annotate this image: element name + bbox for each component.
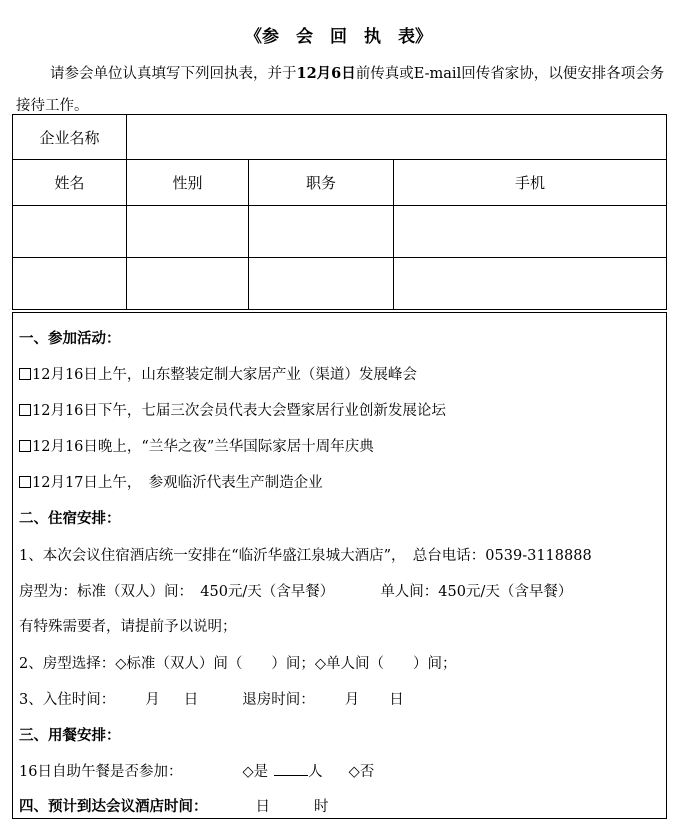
- option-no: 否: [359, 764, 375, 780]
- diamond-option-icon[interactable]: ◇: [348, 764, 360, 780]
- gender-cell[interactable]: [127, 206, 249, 258]
- header-name: 姓名: [13, 160, 127, 206]
- activity-item: 12月16日下午，七届三次会员代表大会暨家居行业创新发展论坛: [19, 399, 446, 420]
- lunch-line: 16日自助午餐是否参加： ◇是 人 ◇否: [19, 764, 375, 780]
- registration-table: [12, 114, 667, 310]
- header-position: 职务: [249, 160, 394, 206]
- room-choice-line: 2、房型选择：◇标准（双人）间（ ）间；◇单人间（ ）间；: [19, 656, 457, 672]
- option-yes: 是: [253, 764, 269, 780]
- mobile-cell[interactable]: [394, 206, 667, 258]
- activities-heading: 一、参加活动：: [19, 331, 121, 347]
- special-note: 有特殊需要者，请提前予以说明；: [19, 619, 237, 635]
- diamond-option-icon[interactable]: ◇: [115, 656, 127, 672]
- checkout-label: 退房时间：: [242, 692, 315, 708]
- intro-deadline: 12月6日: [296, 65, 356, 82]
- option-single: 单人间（ ）间；: [326, 656, 457, 672]
- header-gender: 性别: [127, 160, 249, 206]
- checkbox-icon[interactable]: [19, 368, 31, 380]
- lunch-question: 16日自助午餐是否参加：: [19, 764, 183, 780]
- intro-paragraph: [16, 58, 666, 122]
- checkbox-icon[interactable]: [19, 440, 31, 452]
- name-cell[interactable]: [13, 258, 127, 310]
- name-cell[interactable]: [13, 206, 127, 258]
- attendee-row: [13, 258, 667, 310]
- people-count-field[interactable]: [274, 763, 308, 776]
- mobile-cell[interactable]: [394, 258, 667, 310]
- company-row: [13, 115, 667, 160]
- meals-heading: 三、用餐安排：: [19, 728, 121, 744]
- room-price-line: [19, 580, 572, 601]
- diamond-option-icon[interactable]: ◇: [242, 764, 254, 780]
- page-title: 《参 会 回 执 表》: [245, 27, 432, 47]
- activity-item: 12月17日上午， 参观临沂代表生产制造企业: [19, 471, 323, 492]
- lodging-heading: 二、住宿安排：: [19, 511, 121, 527]
- header-row: [13, 160, 667, 206]
- stay-dates-line: 3、入住时间： 月 日 退房时间： 月 日: [19, 692, 404, 708]
- intro-text-after: 前传真或E-mail回传省家协，以便安排各项会务接待工作。: [16, 66, 665, 114]
- single-room-price: 单人间：450元/天（含早餐）: [380, 584, 573, 600]
- standard-room-price: 房型为：标准（双人）间： 450元/天（含早餐）: [19, 584, 335, 600]
- activity-item: 12月16日上午，山东整装定制大家居产业（渠道）发展峰会: [19, 363, 417, 384]
- company-label: 企业名称: [13, 115, 127, 160]
- checkbox-icon[interactable]: [19, 404, 31, 416]
- details-section: [12, 312, 667, 819]
- header-mobile: 手机: [394, 160, 667, 206]
- activity-item: 12月16日晚上，“兰华之夜”兰华国际家居十周年庆典: [19, 435, 374, 456]
- option-standard: 标准（双人）间（ ）间；: [126, 656, 315, 672]
- attendee-row: [13, 206, 667, 258]
- arrival-heading: 四、预计到达会议酒店时间：: [19, 799, 208, 815]
- arrival-line: 四、预计到达会议酒店时间： 日 时: [19, 799, 329, 815]
- intro-text-before: 请参会单位认真填写下列回执表，并于: [50, 66, 297, 82]
- position-cell[interactable]: [249, 258, 394, 310]
- company-name-field[interactable]: [127, 115, 667, 160]
- diamond-option-icon[interactable]: ◇: [314, 656, 327, 672]
- position-cell[interactable]: [249, 206, 394, 258]
- checkbox-icon[interactable]: [19, 476, 31, 488]
- hotel-info: 1、本次会议住宿酒店统一安排在“临沂华盛江泉城大酒店”， 总台电话：0539-3118888: [19, 548, 592, 564]
- gender-cell[interactable]: [127, 258, 249, 310]
- checkin-label: 3、入住时间：: [19, 692, 116, 708]
